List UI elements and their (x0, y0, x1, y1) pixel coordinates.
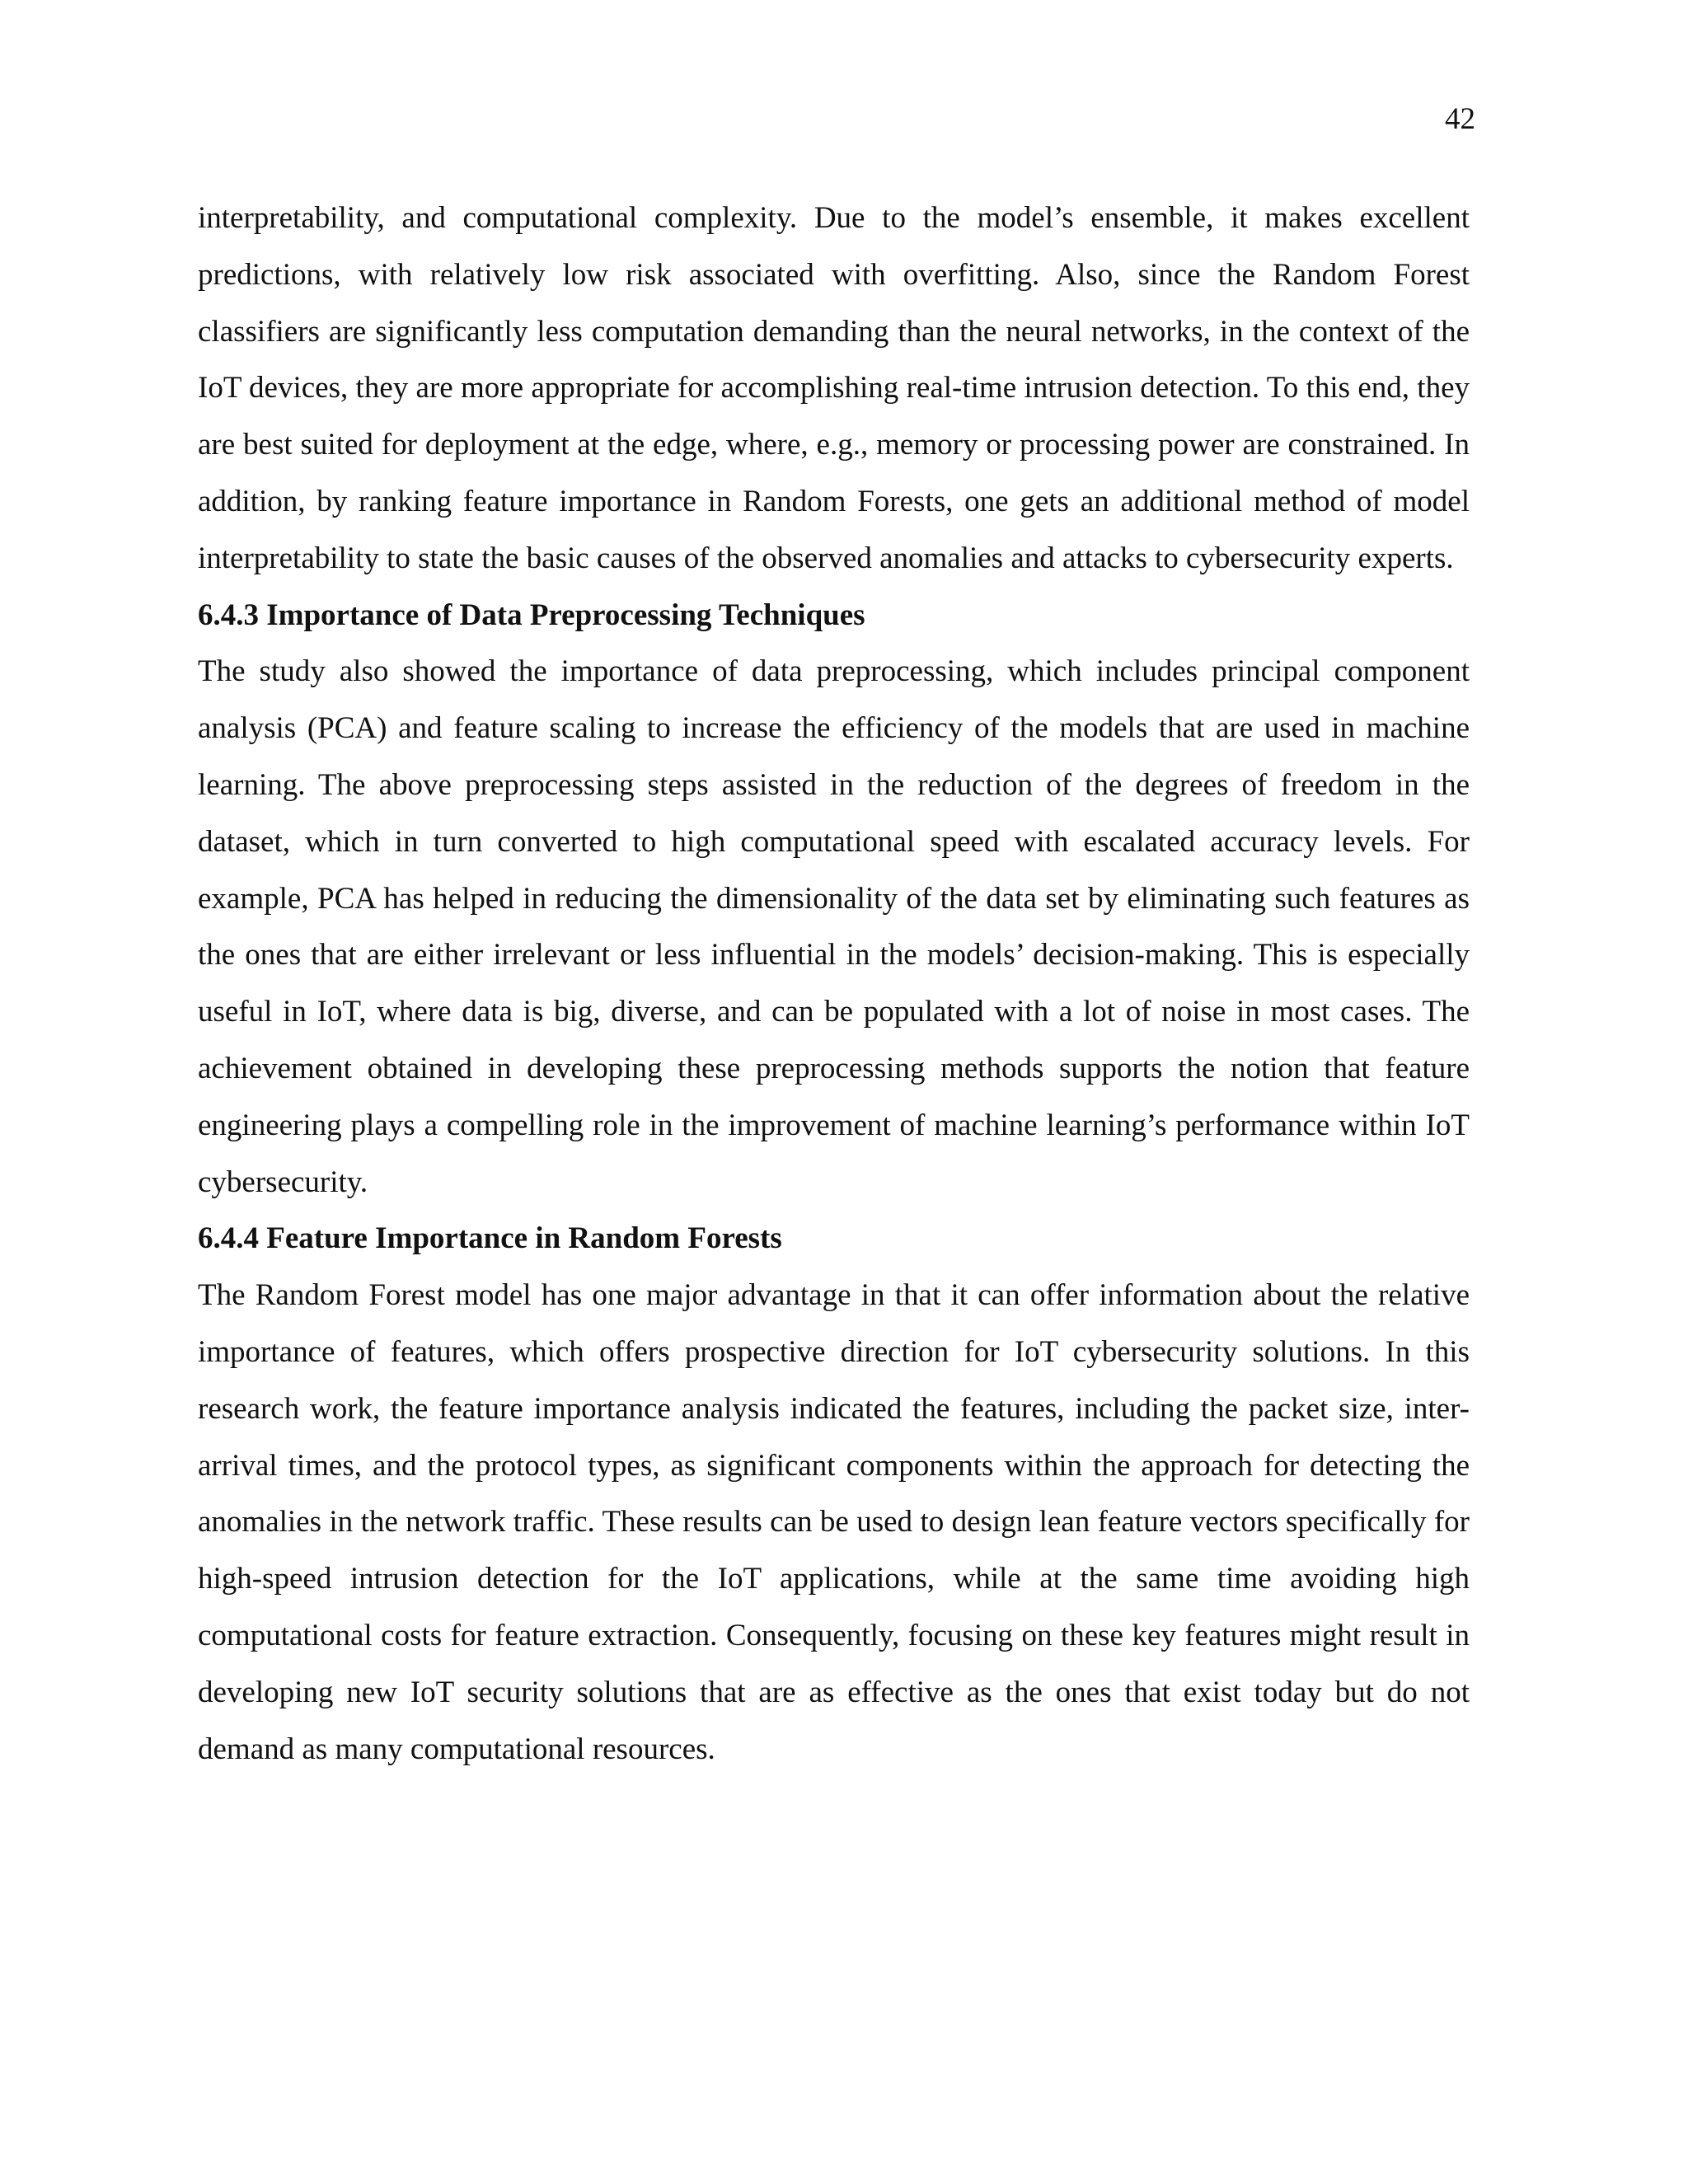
section-body-6-4-3: The study also showed the importance of data preprocessing, which includes principal component analysis (PCA) and feature scaling to increase the efficiency of the models that are used in machine learning. The above preprocessing steps assisted in the reduction of the degrees of freedom in the dataset, which in turn converted to high computational speed with escalated accuracy levels. For example, PCA has helped in reducing the dimensionality of the data set by eliminating such features as the ones that are either irrelevant or less influential in the models’ decision-making. This is especially useful in IoT, where data is big, diverse, and can be populated with a lot of noise in most cases. The achievement obtained in developing these preprocessing methods supports the notion that feature engineering plays a compelling role in the improvement of machine learning’s performance within IoT cybersecurity. (198, 654, 1470, 1199)
section-body-6-4-4: The Random Forest model has one major advantage in that it can offer information about the relative importance of features, which offers prospective direction for IoT cybersecurity solutions. In this research work, the feature importance analysis indicated the features, including the packet size, inter-arrival times, and the protocol types, as significant components within the approach for detecting the anomalies in the network traffic. These results can be used to design lean feature vectors specifically for high-speed intrusion detection for the IoT applications, while at the same time avoiding high computational costs for feature extraction. Consequently, focusing on these key features might result in developing new IoT security solutions that are as effective as the ones that exist today but do not demand as many computational resources. (198, 1278, 1470, 1766)
section-heading-6-4-4: 6.4.4 Feature Importance in Random Forests (198, 1221, 782, 1256)
section-heading-6-4-3: 6.4.3 Importance of Data Preprocessing Techniques (198, 598, 865, 632)
page-number: 42 (1445, 102, 1475, 136)
page-content (198, 190, 1470, 1778)
intro-paragraph: interpretability, and computational complexity. Due to the model’s ensemble, it makes excellent predictions, with relatively low risk associated with overfitting. Also, since the Random Forest classifiers are significantly less computation demanding than the neural networks, in the context of the IoT devices, they are more appropriate for accomplishing real-time intrusion detection. To this end, they are best suited for deployment at the edge, where, e.g., memory or processing power are constrained. In addition, by ranking feature importance in Random Forests, one gets an additional method of model interpretability to state the basic causes of the observed anomalies and attacks to cybersecurity experts. (198, 201, 1470, 575)
